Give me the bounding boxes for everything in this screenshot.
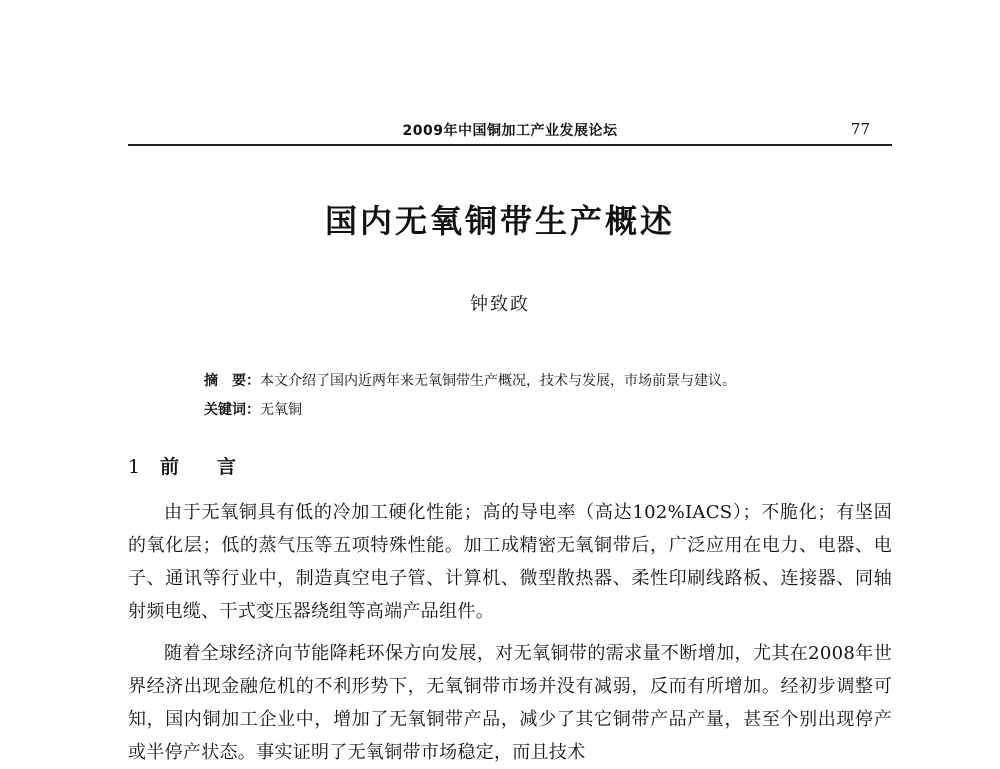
keywords-text: 无氧铜 [260, 402, 302, 418]
paper-title: 国内无氧铜带生产概述 [324, 202, 675, 240]
abstract [204, 370, 736, 390]
section-heading [128, 452, 236, 479]
author-name: 钟致政 [470, 294, 530, 315]
body-paragraph: 由于无氧铜具有低的冷加工硬化性能；高的导电率（高达102%IACS）；不脆化；有坚固的氧化层；低的蒸气压等五项特殊性能。加工成精密无氧铜带后，广泛应用在电力、电器、电子、通讯等行业中，制造真空电子管、计算机、微型散热器、柔性印刷线路板、连接器、同轴射频电缆、干式变压器绕组等高端产品组件。 [128, 502, 892, 622]
keywords-label: 关键词： [204, 402, 260, 418]
body-paragraph: 随着全球经济向节能降耗环保方向发展，对无氧铜带的需求量不断增加，尤其在2008年世界经济出现金融危机的不利形势下，无氧铜带市场并没有减弱，反而有所增加。经初步调整可知，国内铜加工企业中，增加了无氧铜带产品，减少了其它铜带产品产量，甚至个别出现停产或半停产状态。事实证明了无氧铜带市场稳定，而且技术 [128, 643, 892, 763]
section-title: 前 言 [160, 456, 237, 478]
running-title: 2009年中国铜加工产业发展论坛 [402, 123, 618, 139]
page-number: 77 [850, 120, 870, 138]
abstract-label: 摘 要： [204, 373, 260, 389]
keywords [204, 399, 302, 419]
abstract-text: 本文介绍了国内近两年来无氧铜带生产概况，技术与发展，市场前景与建议。 [260, 373, 736, 389]
section-number: 1 [128, 456, 141, 478]
running-header [128, 116, 892, 146]
